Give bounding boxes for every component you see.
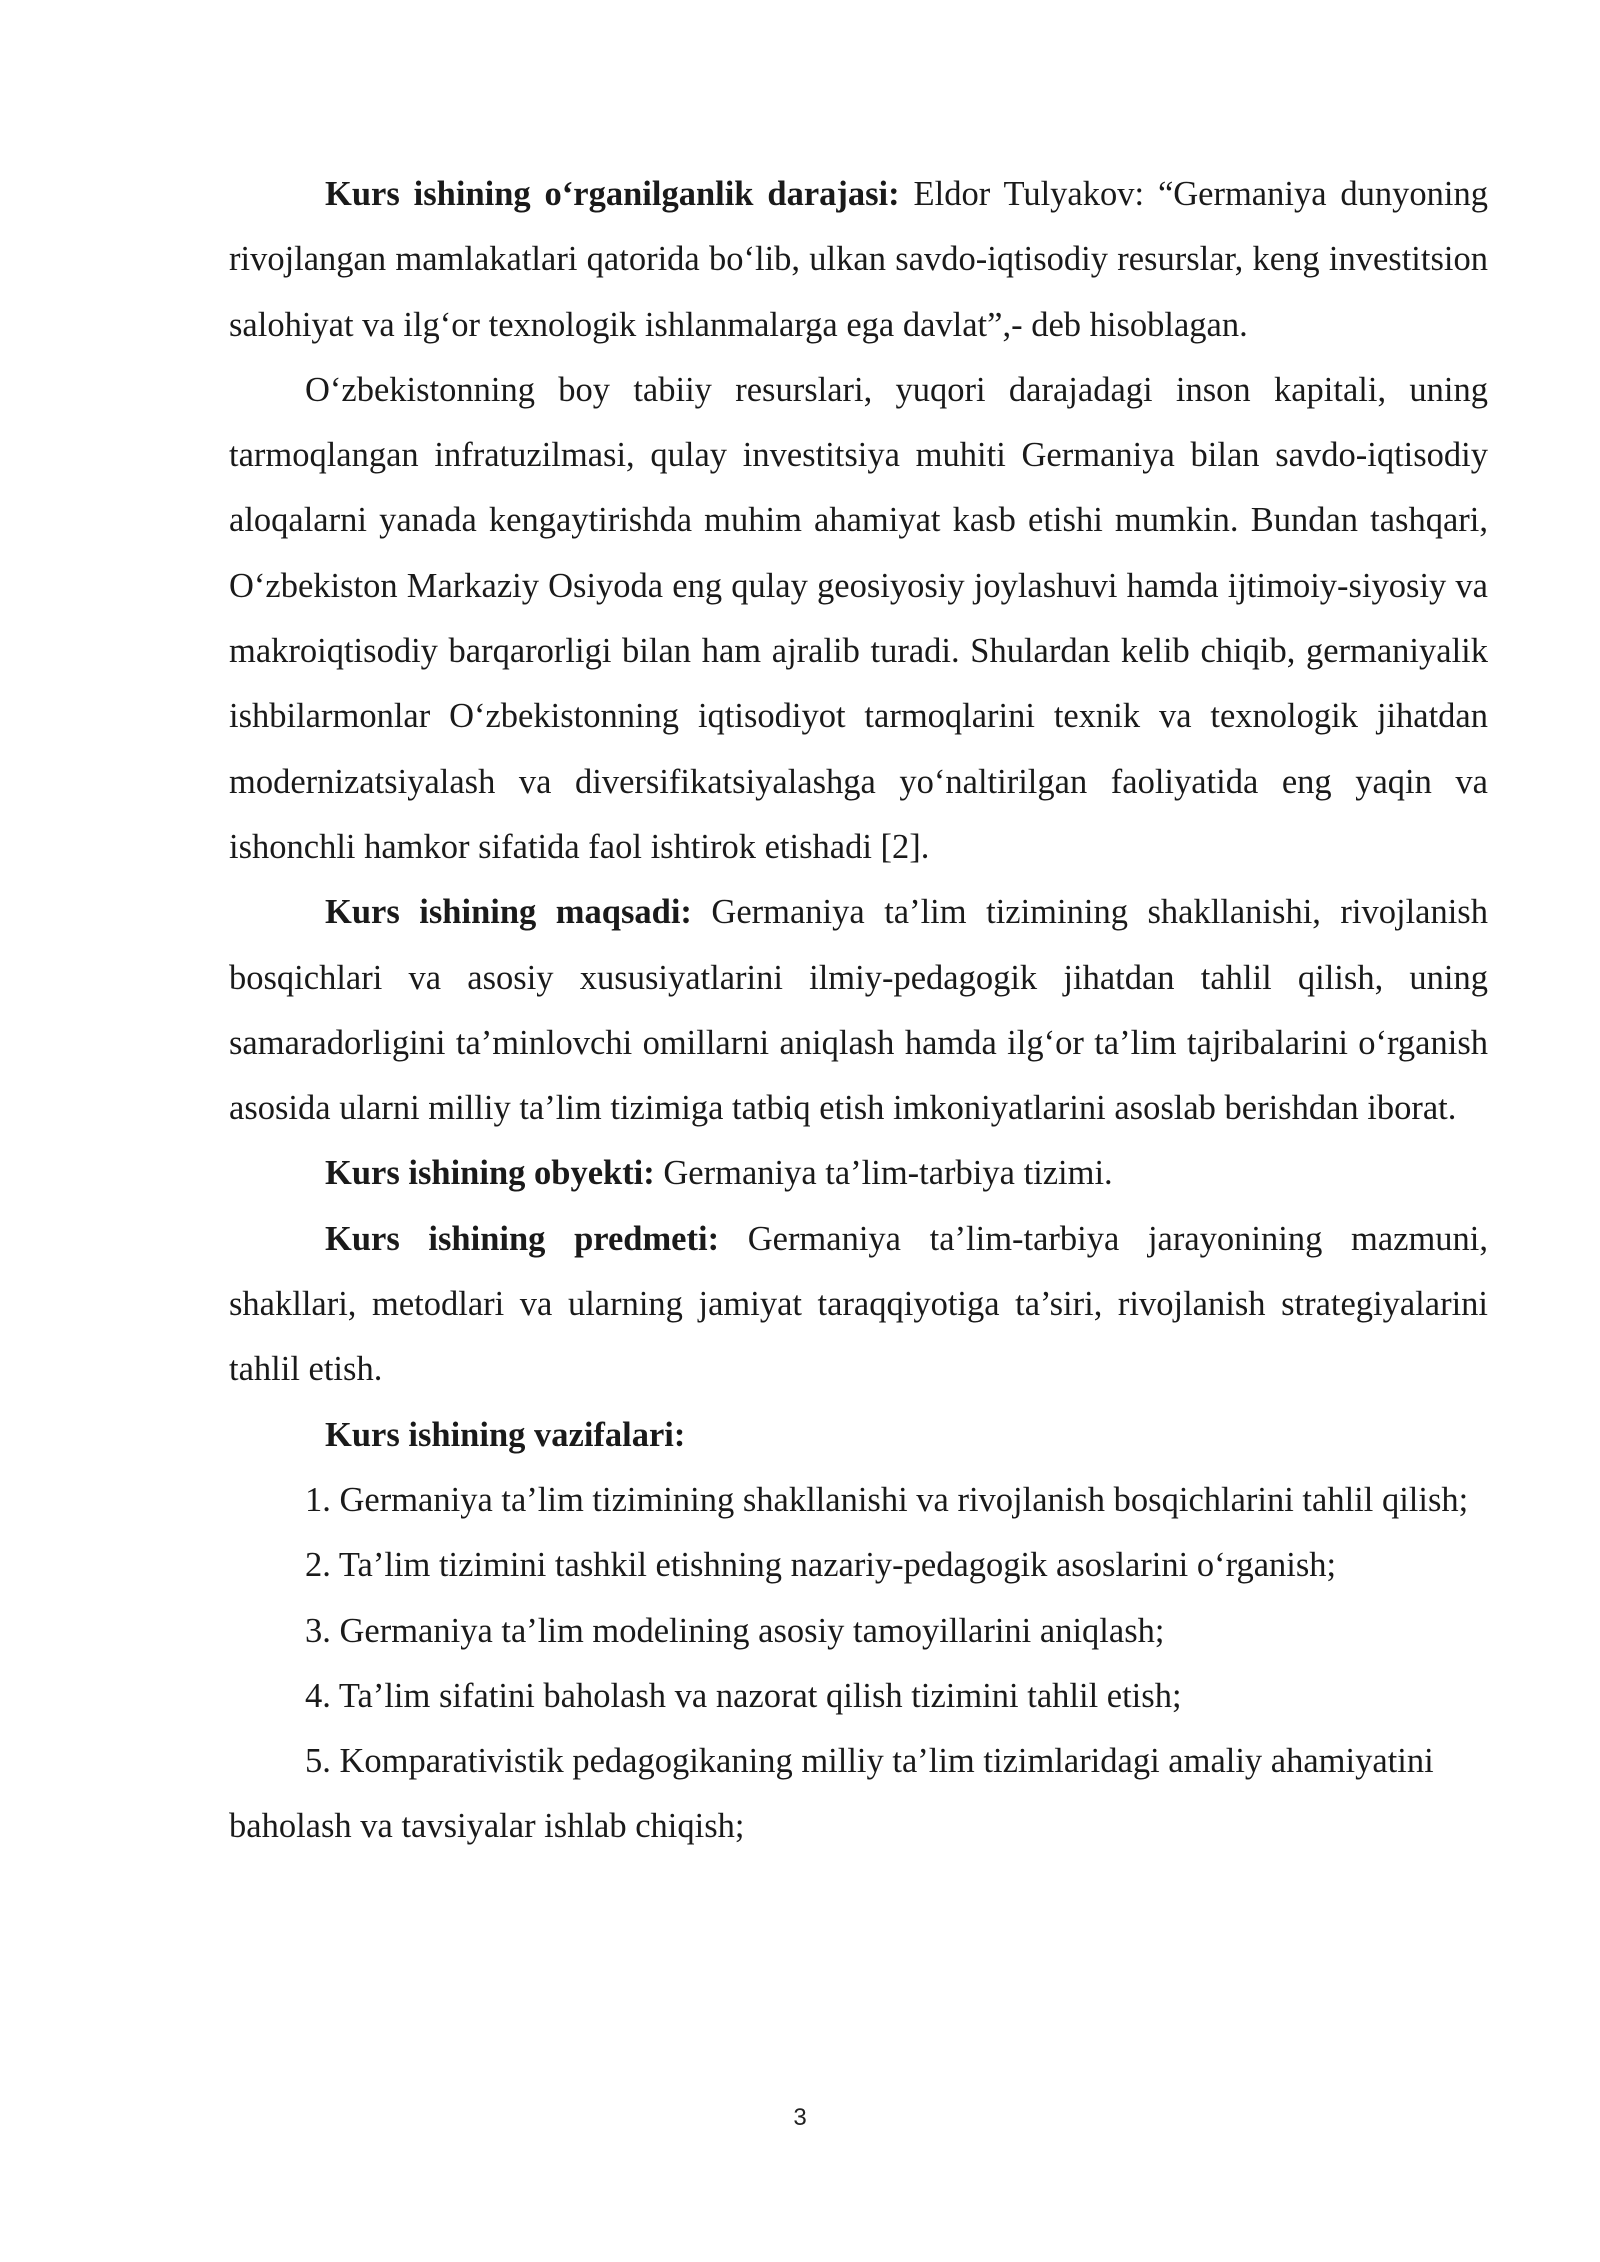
paragraph-goal: [229, 880, 1488, 1141]
paragraph-object: [229, 1141, 1488, 1206]
task-item: 4. Ta’lim sifatini baholash va nazorat qilish tizimini tahlil etish;: [305, 1676, 1182, 1715]
paragraph-tasks-heading: [229, 1403, 1488, 1468]
paragraph-text: Germaniya ta’lim-tarbiya tizimi.: [654, 1154, 1113, 1193]
paragraph-text: Germaniya ta’lim tizimining shakllanishi, rivojlanish bosqichlari va asosiy xususiyatlarini ilmiy-pedagogik jihatdan tahlil qilish, uning samaradorligini ta’minlovchi omillarni aniqlash hamda ilg‘or ta’lim tajribalarini o‘rganish asosida ularni milliy ta’lim tizimiga tatbiq etish imkoniyatlarini asoslab berishdan iborat.: [229, 893, 1488, 1128]
paragraph-text: Germaniya ta’lim-tarbiya jarayonining mazmuni, shakllari, metodlari va ularning jamiyat taraqqiyotiga ta’siri, rivojlanish strategiyalarini tahlil etish.: [229, 1219, 1488, 1389]
task-item: 1. Germaniya ta’lim tizimining shakllanishi va rivojlanish bosqichlarini tahlil qilish;: [305, 1480, 1469, 1519]
paragraph-lead: Kurs ishining obyekti:: [325, 1154, 655, 1193]
paragraph-text: O‘zbekistonning boy tabiiy resurslari, yuqori darajadagi inson kapitali, uning tarmoqlangan infratuzilmasi, qulay investitsiya muhiti Germaniya bilan savdo-iqtisodiy aloqalarni yanada kengaytirishda muhim ahamiyat kasb etishi mumkin. Bundan tashqari, O‘zbekiston Markaziy Osiyoda eng qulay geosiyosiy joylashuvi hamda ijtimoiy-siyosiy va makroiqtisodiy barqarorligi bilan ham ajralib turadi. Shulardan kelib chiqib, germaniyalik ishbilarmonlar O‘zbekistonning iqtisodiyot tarmoqlarini texnik va texnologik jihatdan modernizatsiyalash va diversifikatsiyalashga yo‘naltirilgan faoliyatida eng yaqin va ishonchli hamkor sifatida faol ishtirok etishadi [2].: [229, 370, 1488, 866]
page-number: 3: [793, 2104, 807, 2131]
paragraph-lead: Kurs ishining predmeti:: [325, 1219, 720, 1258]
paragraph-text: Eldor Tulyakov: “Germaniya dunyoning rivojlangan mamlakatlari qatorida bo‘lib, ulkan savdo-iqtisodiy resurslar, keng investitsion salohiyat va ilg‘or texnologik ishlanmalarga ega davlat”,- deb hisoblagan.: [229, 175, 1489, 344]
task-item: 3. Germaniya ta’lim modelining asosiy tamoyillarini aniqlash;: [305, 1611, 1165, 1650]
paragraph-lead: Kurs ishining maqsadi:: [325, 893, 692, 932]
document-body: [229, 162, 1488, 1860]
paragraph-resources: [229, 358, 1488, 880]
paragraph-lead: Kurs ishining vazifalari:: [325, 1415, 686, 1454]
paragraph-study-level: [229, 162, 1488, 358]
paragraph-subject: [229, 1207, 1488, 1403]
task-item: 2. Ta’lim tizimini tashkil etishning nazariy-pedagogik asoslarini o‘rganish;: [305, 1546, 1337, 1585]
paragraph-lead: Kurs ishining o‘rganilganlik darajasi:: [325, 175, 900, 213]
task-item: 5. Komparativistik pedagogikaning milliy ta’lim tizimlaridagi amaliy ahamiyatini baholash va tavsiyalar ishlab chiqish;: [229, 1742, 1434, 1846]
